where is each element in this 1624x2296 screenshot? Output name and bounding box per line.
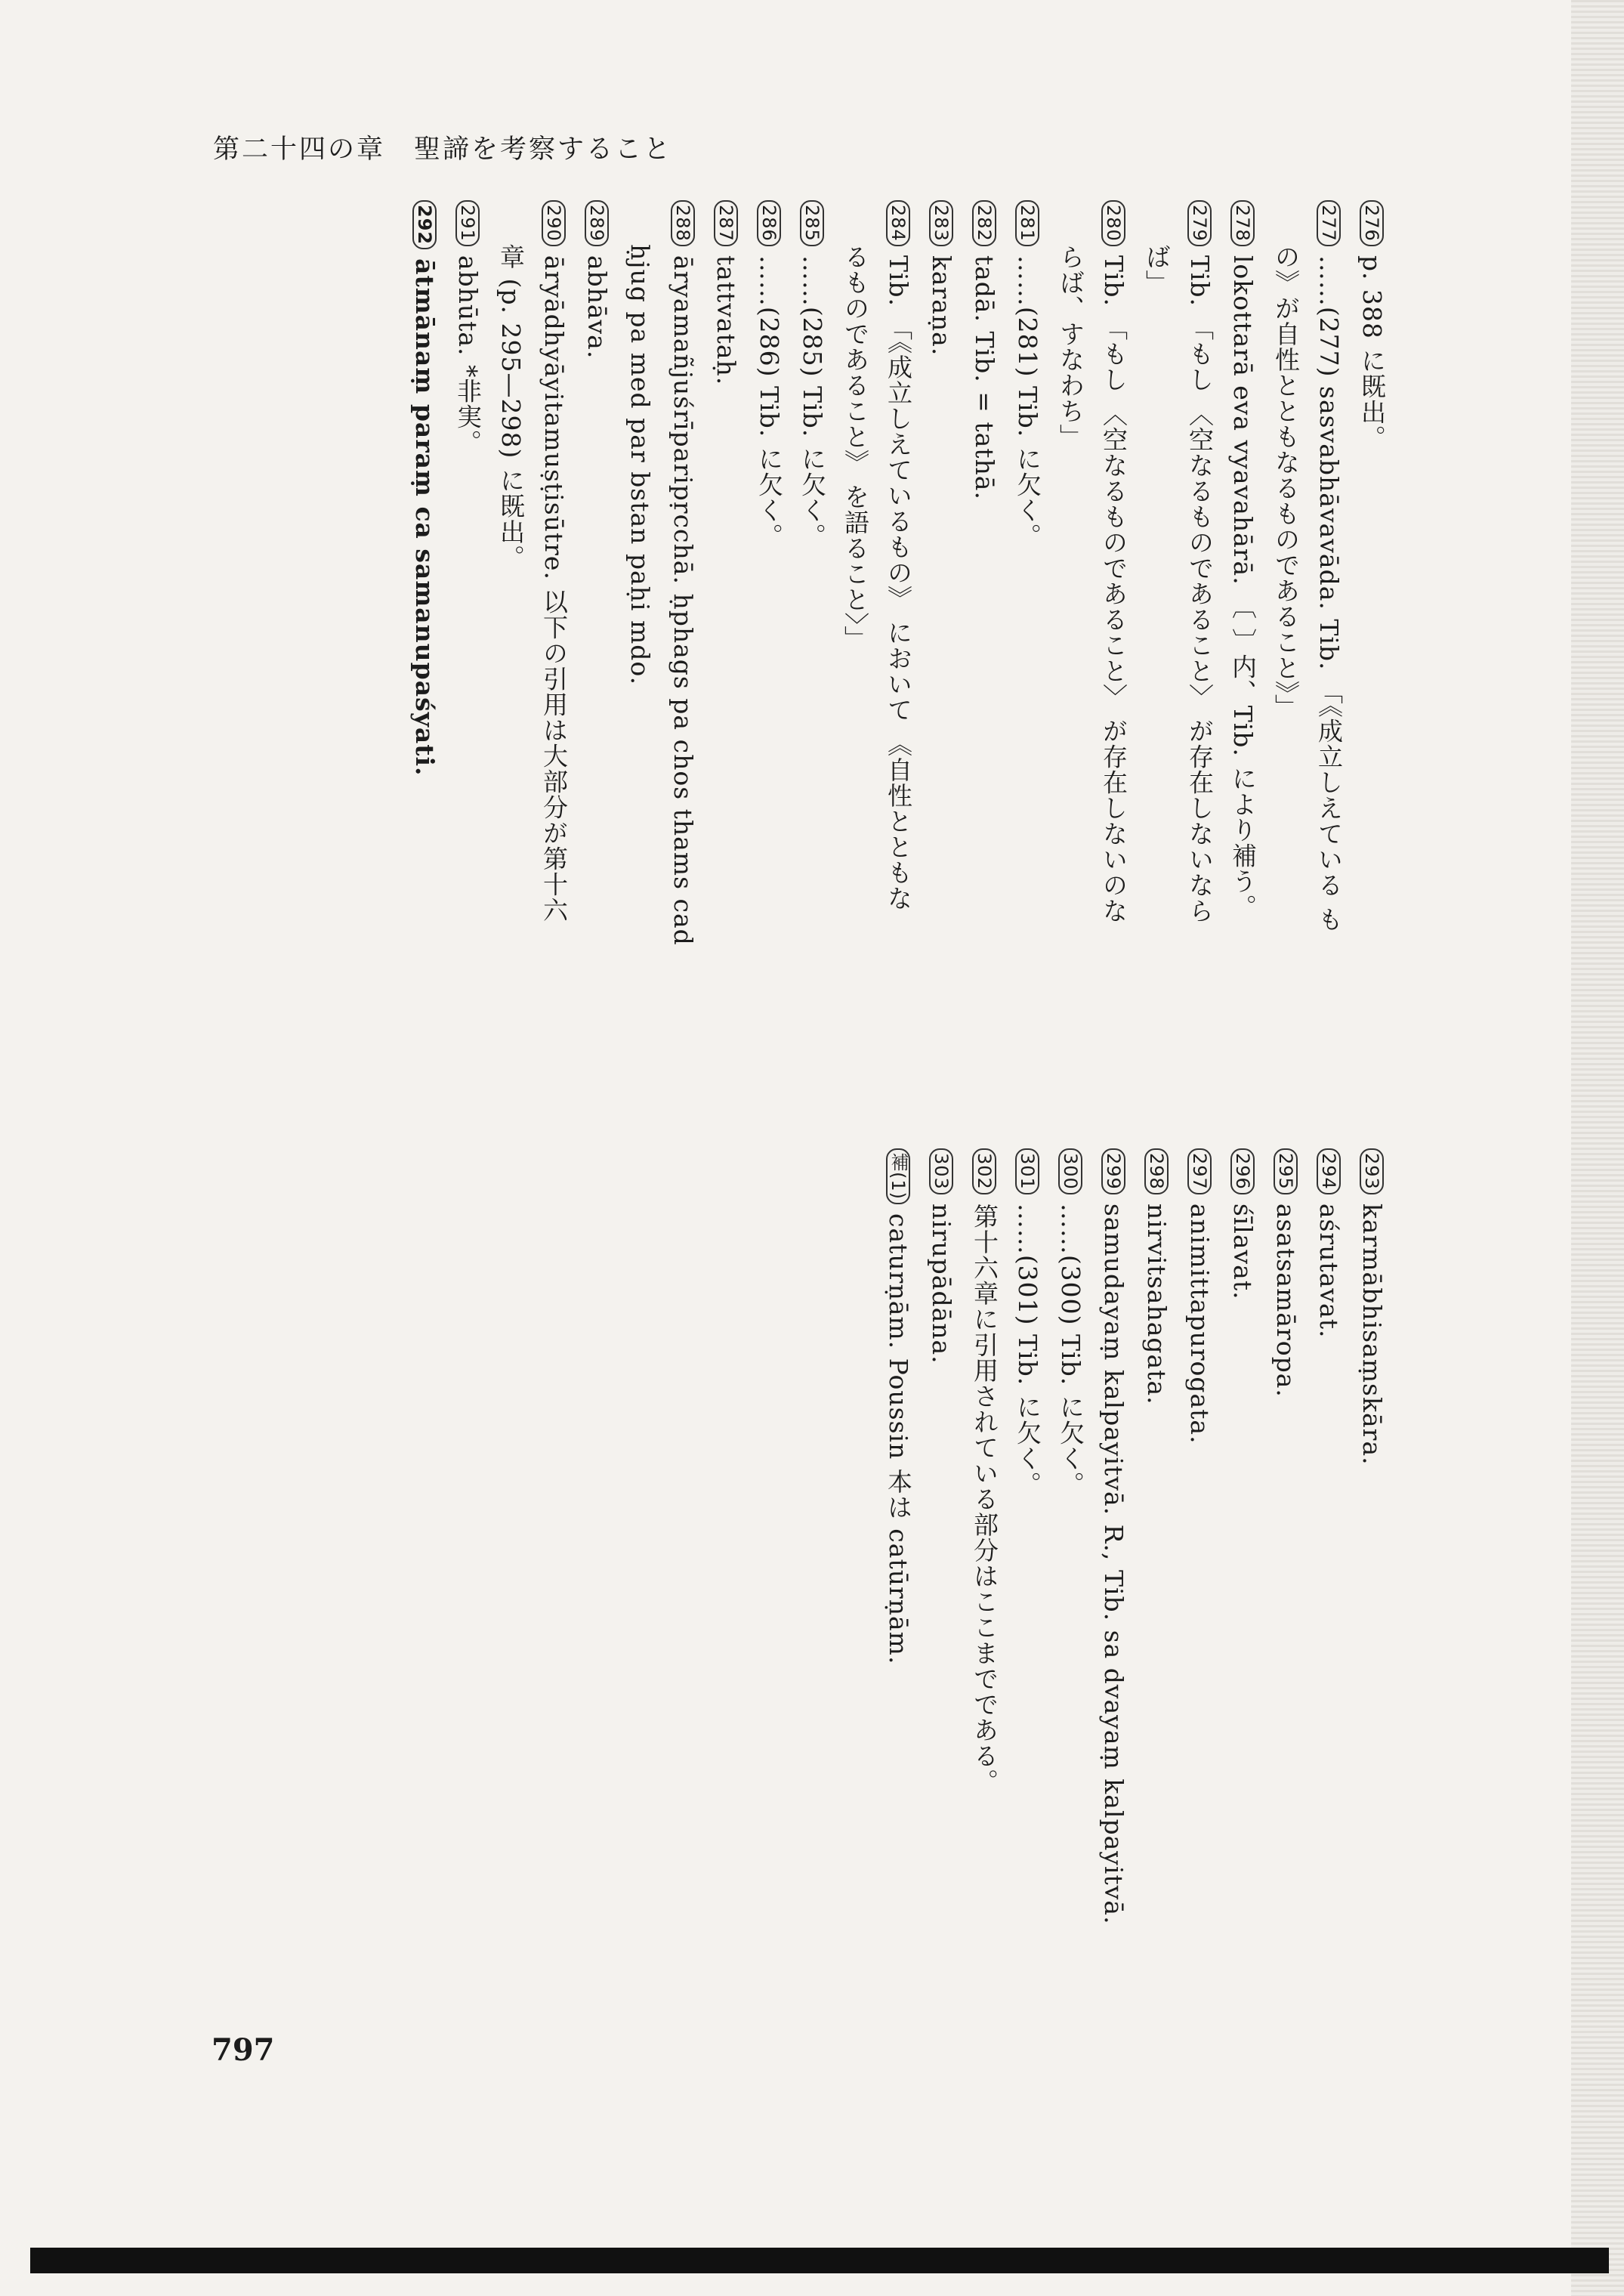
note-column <box>800 200 825 549</box>
note-column <box>757 200 782 549</box>
note-column <box>625 200 655 686</box>
note-column <box>668 200 698 946</box>
note-number: 290 <box>542 200 566 246</box>
note-text: karmābhisaṃskāra. <box>1357 1203 1387 1466</box>
note-text: tadā. Tib. = tathā. <box>970 255 999 500</box>
note-column <box>1058 200 1083 450</box>
note-text: ば」 <box>1142 244 1172 295</box>
note-number: 287 <box>714 200 738 246</box>
note-text: āryamañjuśrīparipṛcchā. ḥphags pa chos thams cad <box>668 255 698 946</box>
note-column <box>929 1148 954 1364</box>
note-number: 285 <box>800 200 824 246</box>
running-header: 第二十四の章 聖諦を考察すること <box>213 134 673 165</box>
note-number: 補(1) <box>886 1148 910 1204</box>
note-column <box>1058 1148 1083 1497</box>
note-text: 第十六章に引用されている部分はここまでである。 <box>970 1203 999 1794</box>
note-text: ……(286) Tib. に欠く。 <box>755 255 784 549</box>
scan-edge <box>1571 0 1624 2296</box>
note-text: āryādhyāyitamuṣṭisūtre. 以下の引用は大部分が第十六 <box>539 255 569 923</box>
note-text: ……(300) Tib. に欠く。 <box>1056 1203 1085 1497</box>
note-text: ḥjug pa med par bstan paḥi mdo. <box>625 244 655 686</box>
note-column <box>1271 200 1301 720</box>
note-number: 302 <box>972 1148 996 1194</box>
note-column <box>1357 1148 1387 1466</box>
note-number: 296 <box>1230 1148 1255 1194</box>
page-number: 797 <box>211 2032 275 2068</box>
note-number: 284 <box>886 200 910 246</box>
note-column <box>1015 1148 1040 1497</box>
note-column <box>582 200 612 360</box>
note-number: 292 <box>412 200 437 249</box>
note-text: aśrutavat. <box>1314 1203 1344 1339</box>
note-column <box>1185 1148 1215 1445</box>
note-text: śīlavat. <box>1228 1203 1258 1300</box>
note-column <box>1271 1148 1301 1398</box>
note-column <box>496 200 526 570</box>
note-text: らば、すなわち」 <box>1056 244 1085 450</box>
note-column <box>972 200 997 500</box>
note-text: nirupādāna. <box>927 1203 956 1364</box>
note-number: 297 <box>1187 1148 1212 1194</box>
note-text: るものであること》 を語ること〉」 <box>841 244 870 651</box>
note-number: 289 <box>585 200 609 246</box>
note-text: 章 (p. 295—298) に既出。 <box>496 244 526 570</box>
note-column <box>1142 1148 1172 1405</box>
note-number: 299 <box>1101 1148 1125 1194</box>
note-text: ……(301) Tib. に欠く。 <box>1013 1203 1042 1497</box>
note-column <box>1185 200 1215 924</box>
note-column <box>410 200 440 777</box>
note-text: nirvitsahagata. <box>1142 1203 1172 1405</box>
note-number: 295 <box>1274 1148 1298 1194</box>
note-text: asatsamāropa. <box>1271 1203 1301 1398</box>
note-column <box>1228 200 1258 920</box>
note-column <box>1314 1148 1344 1339</box>
note-number: 282 <box>972 200 996 246</box>
note-text: lokottarā eva vyavahārā. 〔 〕内、Tib. により補う。 <box>1228 255 1258 920</box>
note-number: 294 <box>1317 1148 1341 1194</box>
note-column <box>1228 1148 1258 1300</box>
note-column <box>539 200 569 923</box>
bottom-rule <box>30 2248 1609 2273</box>
note-text: abhūta. *非実。 <box>453 255 483 456</box>
note-column <box>886 200 911 911</box>
note-text: Tib. 「《成立しえているもの》 において 《自性とともな <box>884 255 913 911</box>
note-text: p. 388 に既出。 <box>1357 255 1387 451</box>
note-text: ……(281) Tib. に欠く。 <box>1013 255 1042 549</box>
note-text: samudayaṃ kalpayitvā. R., Tib. sa dvayaṃ kalpayitvā. <box>1099 1203 1128 1925</box>
note-text: tattvataḥ. <box>712 255 741 386</box>
note-text: Tib. 「もし 〈空なるものであること〉 が存在しないのな <box>1099 255 1128 924</box>
note-column <box>843 200 868 651</box>
note-column <box>886 1148 911 1664</box>
note-number: 281 <box>1015 200 1039 246</box>
note-column <box>1101 200 1126 923</box>
note-column <box>1314 200 1344 933</box>
note-text: ……(285) Tib. に欠く。 <box>798 255 827 549</box>
note-column <box>972 1148 997 1794</box>
note-number: 278 <box>1230 200 1255 246</box>
note-column <box>1015 200 1040 549</box>
note-text: animittapurogata. <box>1185 1203 1215 1445</box>
note-number: 301 <box>1015 1148 1039 1194</box>
note-number: 300 <box>1058 1148 1082 1194</box>
note-number: 303 <box>929 1148 953 1194</box>
note-number: 286 <box>757 200 781 246</box>
note-column <box>1101 1148 1126 1925</box>
note-number: 277 <box>1317 200 1341 246</box>
note-column <box>453 200 483 456</box>
note-column <box>1142 200 1172 295</box>
note-column <box>1357 200 1387 451</box>
note-column <box>929 200 954 356</box>
note-number: 293 <box>1360 1148 1384 1194</box>
note-number: 298 <box>1144 1148 1169 1194</box>
note-number: 279 <box>1187 200 1212 246</box>
note-text: Tib. 「もし 〈空なるものであること〉 が存在しないなら <box>1185 255 1215 924</box>
note-text: ātmānaṃ paraṃ ca samanupaśyati. <box>410 258 440 777</box>
note-text: karaṇa. <box>927 255 956 357</box>
note-number: 280 <box>1101 200 1125 246</box>
note-column <box>714 200 739 385</box>
note-text: ……(277) sasvabhāvavāda. Tib. 「《成立しえている も <box>1314 255 1344 933</box>
note-text: abhāva. <box>582 255 612 360</box>
note-number: 291 <box>455 200 480 246</box>
note-text: caturṇām. Poussin 本は catūrṇām. <box>884 1213 913 1665</box>
note-text: の》が自性とともなるものであること》」 <box>1271 244 1301 720</box>
note-number: 283 <box>929 200 953 246</box>
note-number: 276 <box>1360 200 1384 246</box>
note-number: 288 <box>671 200 695 246</box>
